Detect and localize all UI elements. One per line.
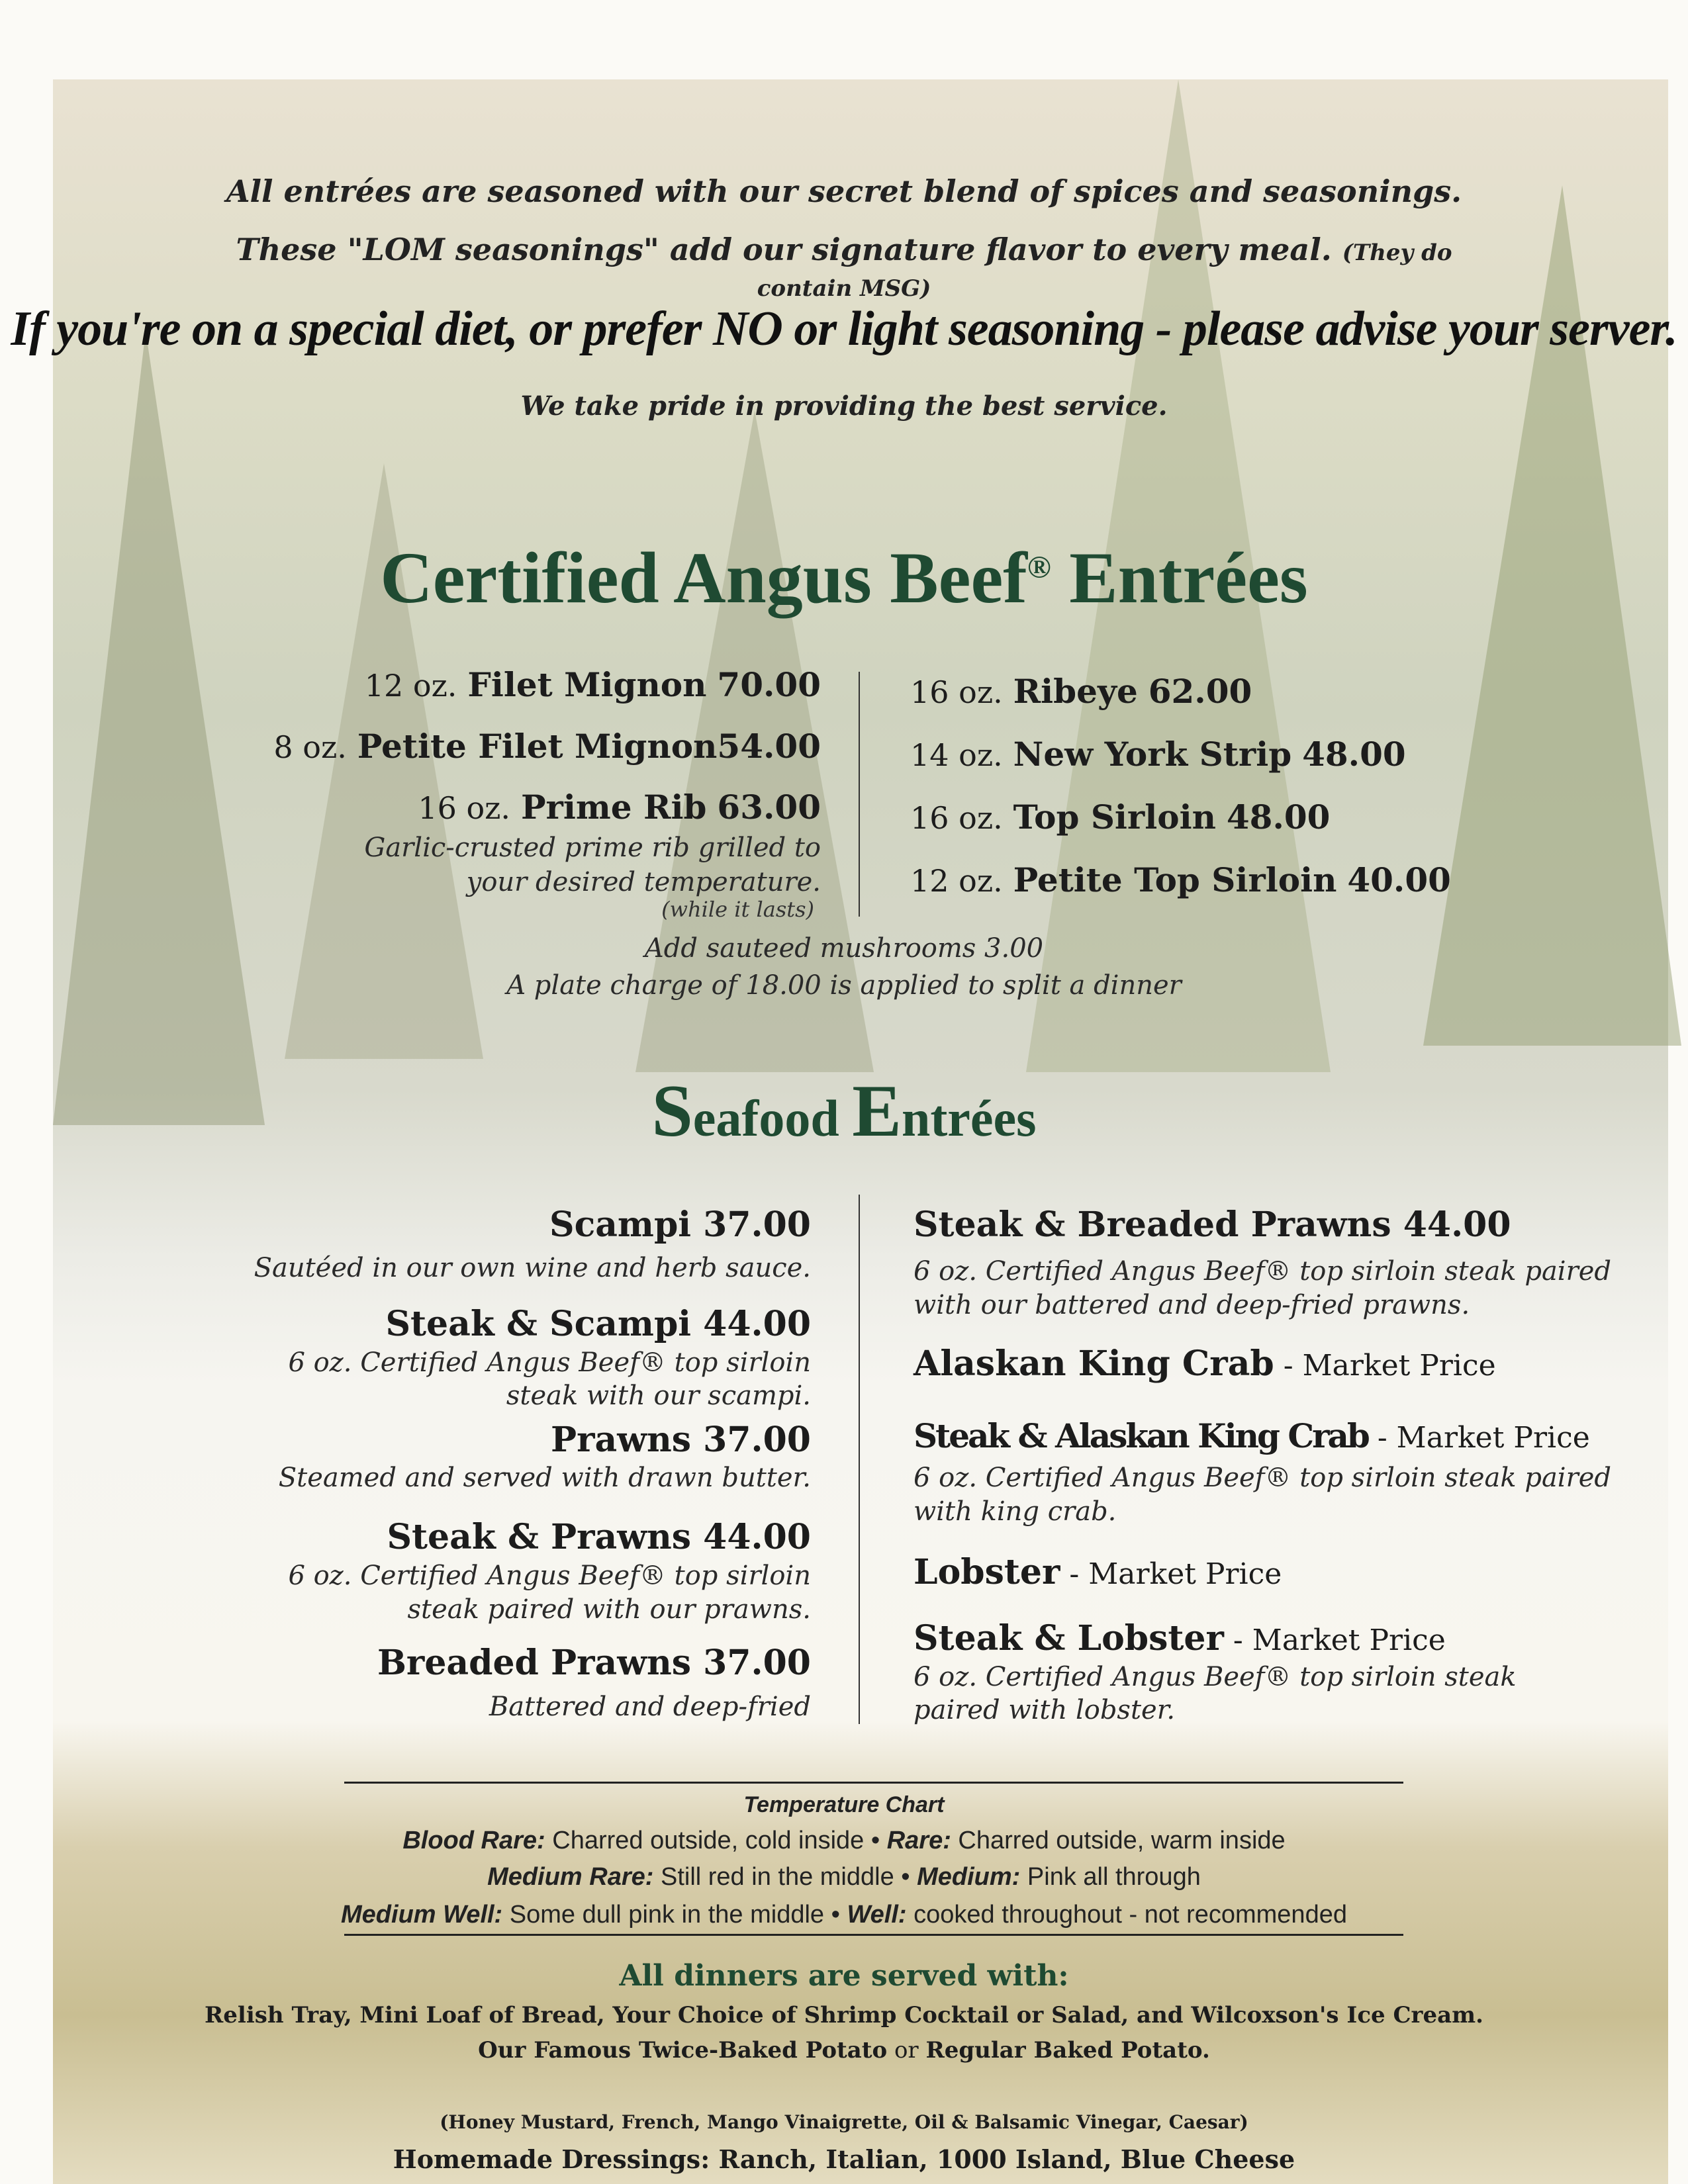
intro-line-2-text: These "LOM seasonings" add our signature flavor to every meal. xyxy=(236,232,1332,267)
item-size: 16 oz. xyxy=(418,790,511,826)
special-diet-notice: If you're on a special diet, or prefer NO or light seasoning - please advise your server. xyxy=(11,302,1677,356)
prime-rib-description: your desired temperature. xyxy=(466,867,821,897)
market-price: - Market Price xyxy=(1060,1557,1282,1591)
item-name: Prime Rib xyxy=(520,788,707,827)
potato-option: Our Famous Twice-Baked Potato xyxy=(478,2037,888,2064)
msg-note: (They do contain MSG) xyxy=(757,240,1452,302)
beef-item xyxy=(910,860,1451,899)
temperature-chart-title: Temperature Chart xyxy=(743,1792,945,1817)
seafood-item-desc: 6 oz. Certified Angus Beef® top sirloin steak paired xyxy=(914,1256,1611,1287)
seafood-item-name: Steak & Breaded Prawns 44.00 xyxy=(914,1205,1511,1245)
seafood-column-divider xyxy=(859,1195,860,1724)
seafood-item-name: Scampi 37.00 xyxy=(549,1205,811,1245)
item-name: Top Sirloin xyxy=(1013,797,1216,837)
temp-desc: Charred outside, cold inside • xyxy=(545,1827,887,1854)
market-price: - Market Price xyxy=(1274,1349,1496,1383)
title-text: ntrées xyxy=(901,1089,1037,1147)
temp-desc: Still red in the middle • xyxy=(653,1863,917,1891)
item-price: 62.00 xyxy=(1148,672,1252,711)
item-price: 40.00 xyxy=(1347,860,1451,899)
item-size: 12 oz. xyxy=(364,668,457,704)
while-it-lasts-note: (while it lasts) xyxy=(661,897,814,922)
temp-key: Blood Rare: xyxy=(402,1827,545,1854)
seafood-item-name: Alaskan King Crab xyxy=(914,1343,1274,1384)
seafood-item-desc: 6 oz. Certified Angus Beef® top sirloin steak xyxy=(914,1662,1517,1692)
seafood-item xyxy=(914,1205,1511,1245)
temperature-row xyxy=(0,1901,1688,1929)
market-price: - Market Price xyxy=(1223,1623,1446,1657)
divider-line xyxy=(344,1782,1403,1784)
seafood-section-title xyxy=(0,1069,1688,1154)
item-size: 14 oz. xyxy=(910,737,1003,773)
tree-shape xyxy=(53,331,265,1125)
item-size: 16 oz. xyxy=(910,674,1003,710)
temp-desc: cooked throughout - not recommended xyxy=(906,1901,1347,1929)
item-size: 16 oz. xyxy=(910,800,1003,836)
intro-line-4: We take pride in providing the best service. xyxy=(520,390,1168,422)
item-price: 70.00 xyxy=(717,665,821,704)
item-size: 8 oz. xyxy=(273,729,347,765)
temp-desc: Pink all through xyxy=(1020,1863,1201,1891)
item-price: 48.00 xyxy=(1302,735,1406,774)
served-with-line-1: Relish Tray, Mini Loaf of Bread, Your Choice of Shrimp Cocktail or Salad, and Wilcoxson's Ice Cream. xyxy=(205,2002,1483,2028)
temperature-row xyxy=(0,1827,1688,1855)
beef-title-suffix: Entrées xyxy=(1069,537,1308,618)
seafood-item-desc: paired with lobster. xyxy=(914,1695,1176,1725)
item-price: 63.00 xyxy=(717,788,821,827)
item-price: 48.00 xyxy=(1226,797,1331,837)
homemade-dressings: Homemade Dressings: Ranch, Italian, 1000 Island, Blue Cheese xyxy=(393,2144,1295,2174)
item-name: Filet Mignon xyxy=(467,665,707,704)
seafood-item-desc: Battered and deep-fried xyxy=(489,1692,811,1722)
served-with-line-2 xyxy=(0,2037,1688,2064)
registered-mark: ® xyxy=(1027,549,1051,585)
item-price: 54.00 xyxy=(717,727,821,766)
item-name: Petite Filet Mignon xyxy=(357,727,718,766)
temp-desc: Charred outside, warm inside xyxy=(951,1827,1286,1854)
seafood-item xyxy=(914,1343,1496,1384)
intro-line-1: All entrées are seasoned with our secret blend of spices and seasonings. xyxy=(226,173,1462,209)
seafood-item-desc: 6 oz. Certified Angus Beef® top sirloin xyxy=(288,1347,811,1378)
seafood-item-desc: Steamed and served with drawn butter. xyxy=(278,1463,811,1493)
seafood-item-name: Steak & Alaskan King Crab xyxy=(914,1416,1368,1455)
temp-key: Medium Rare: xyxy=(487,1863,654,1891)
seafood-item-desc: steak with our scampi. xyxy=(506,1381,811,1411)
seafood-item-desc: steak paired with our prawns. xyxy=(407,1594,811,1625)
seafood-item-name: Breaded Prawns 37.00 xyxy=(377,1643,811,1683)
temp-desc: Some dull pink in the middle • xyxy=(502,1901,847,1929)
market-price: - Market Price xyxy=(1368,1421,1590,1455)
item-size: 12 oz. xyxy=(910,863,1003,899)
seafood-item-name: Steak & Lobster xyxy=(914,1618,1224,1659)
seafood-item-desc: 6 oz. Certified Angus Beef® top sirloin steak paired xyxy=(914,1463,1611,1493)
plate-charge-note: A plate charge of 18.00 is applied to split a dinner xyxy=(506,970,1182,1001)
temp-key: Rare: xyxy=(886,1827,951,1854)
item-name: Petite Top Sirloin xyxy=(1013,860,1337,899)
seafood-item-desc: 6 oz. Certified Angus Beef® top sirloin xyxy=(288,1561,811,1591)
prime-rib-description: Garlic-crusted prime rib grilled to xyxy=(364,833,821,863)
seafood-item xyxy=(914,1552,1282,1592)
beef-item xyxy=(418,788,821,827)
beef-item xyxy=(910,797,1330,837)
beef-item xyxy=(910,672,1252,711)
seafood-item-name: Steak & Scampi 44.00 xyxy=(385,1304,811,1344)
seafood-item-desc: Sautéed in our own wine and herb sauce. xyxy=(254,1253,811,1283)
beef-section-title xyxy=(0,536,1688,620)
seafood-item-name: Lobster xyxy=(914,1552,1060,1592)
seafood-item-desc: with our battered and deep-fried prawns. xyxy=(914,1290,1470,1320)
seafood-item xyxy=(914,1618,1446,1659)
temp-key: Well: xyxy=(847,1901,907,1929)
divider-line xyxy=(344,1934,1403,1936)
beef-title-text: Certified Angus Beef xyxy=(380,537,1027,618)
temperature-row xyxy=(0,1863,1688,1891)
temp-key: Medium Well: xyxy=(341,1901,503,1929)
beef-column-divider xyxy=(859,672,860,917)
item-name: New York Strip xyxy=(1013,735,1292,774)
intro-line-2 xyxy=(199,232,1489,303)
dressings-list: (Honey Mustard, French, Mango Vinaigrette, Oil & Balsamic Vinegar, Caesar) xyxy=(440,2111,1248,2133)
title-letter-s: S xyxy=(651,1070,693,1152)
title-letter-e: E xyxy=(852,1070,902,1152)
title-text: eafood xyxy=(692,1089,853,1147)
served-with-title: All dinners are served with: xyxy=(619,1959,1069,1993)
potato-option: Regular Baked Potato. xyxy=(925,2037,1210,2064)
seafood-item xyxy=(914,1416,1590,1455)
beef-item xyxy=(273,727,821,766)
item-name: Ribeye xyxy=(1013,672,1138,711)
beef-item xyxy=(910,735,1406,774)
seafood-item-desc: with king crab. xyxy=(914,1496,1117,1527)
seafood-item-name: Prawns 37.00 xyxy=(551,1420,811,1460)
temp-key: Medium: xyxy=(917,1863,1021,1891)
beef-item xyxy=(365,665,821,704)
seafood-item-name: Steak & Prawns 44.00 xyxy=(387,1517,811,1557)
mushrooms-note: Add sauteed mushrooms 3.00 xyxy=(644,933,1044,964)
or-word: or xyxy=(887,2037,926,2064)
